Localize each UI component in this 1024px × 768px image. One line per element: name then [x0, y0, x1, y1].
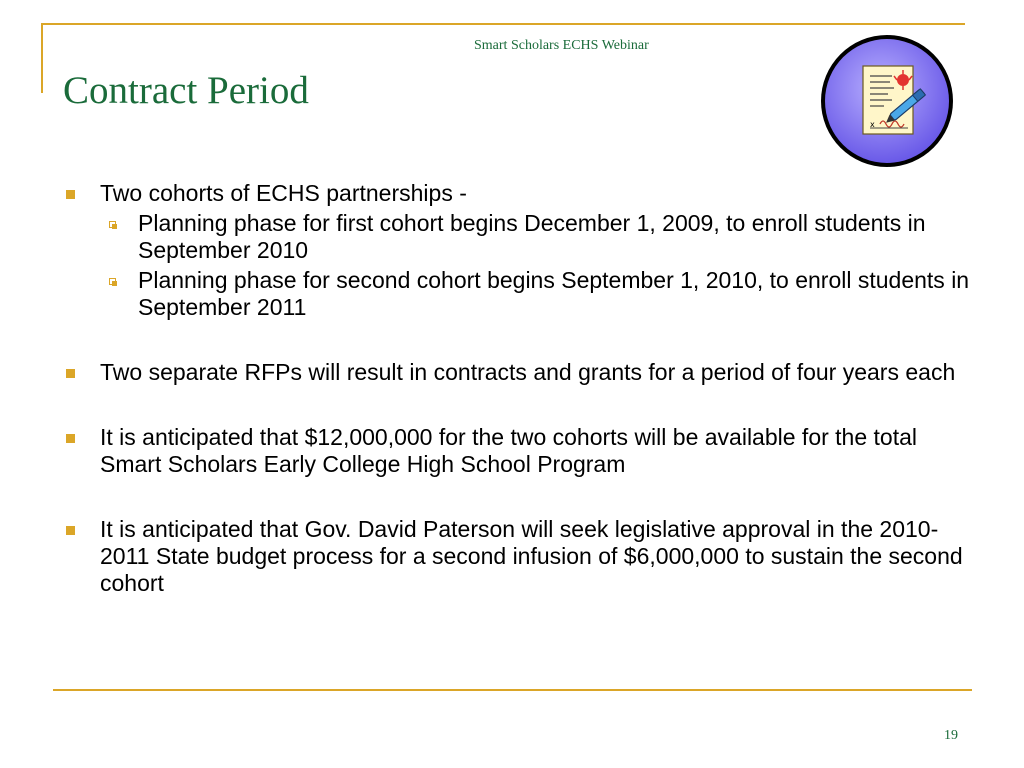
sub-bullet-item	[62, 267, 972, 321]
webinar-title: Smart Scholars ECHS Webinar	[474, 38, 649, 53]
frame-left-line	[41, 23, 43, 93]
slide-title: Contract Period	[63, 69, 309, 112]
bullet-text: Two cohorts of ECHS partnerships -	[100, 180, 467, 206]
bullet-item	[62, 516, 972, 597]
bullet-item	[62, 180, 972, 207]
square-bullet-icon	[66, 190, 75, 199]
square-bullet-icon	[66, 434, 75, 443]
frame-bottom-line	[53, 689, 972, 691]
bullet-text: Two separate RFPs will result in contracts and grants for a period of four years each	[100, 359, 956, 385]
hollow-square-bullet-icon	[109, 278, 116, 285]
sub-bullet-item	[62, 210, 972, 264]
signed-contract-icon	[818, 32, 956, 170]
sub-bullet-text: Planning phase for second cohort begins September 1, 2010, to enroll students in September 2011	[138, 267, 970, 320]
bullet-item	[62, 424, 972, 478]
square-bullet-icon	[66, 369, 75, 378]
square-bullet-icon	[66, 526, 75, 535]
frame-top-line	[41, 23, 965, 25]
bullet-list	[62, 180, 972, 597]
bullet-text: It is anticipated that Gov. David Paterson will seek legislative approval in the 2010-2011 State budget process for a second infusion of $6,000,000 to sustain the second cohort	[100, 516, 963, 596]
sub-bullet-text: Planning phase for first cohort begins December 1, 2009, to enroll students in September 2010	[138, 210, 926, 263]
page-number: 19	[944, 728, 958, 743]
signature-x-mark: x	[870, 120, 875, 129]
bullet-item	[62, 359, 972, 386]
hollow-square-bullet-icon	[109, 221, 116, 228]
bullet-text: It is anticipated that $12,000,000 for the two cohorts will be available for the total Smart Scholars Early College High School Program	[100, 424, 917, 477]
